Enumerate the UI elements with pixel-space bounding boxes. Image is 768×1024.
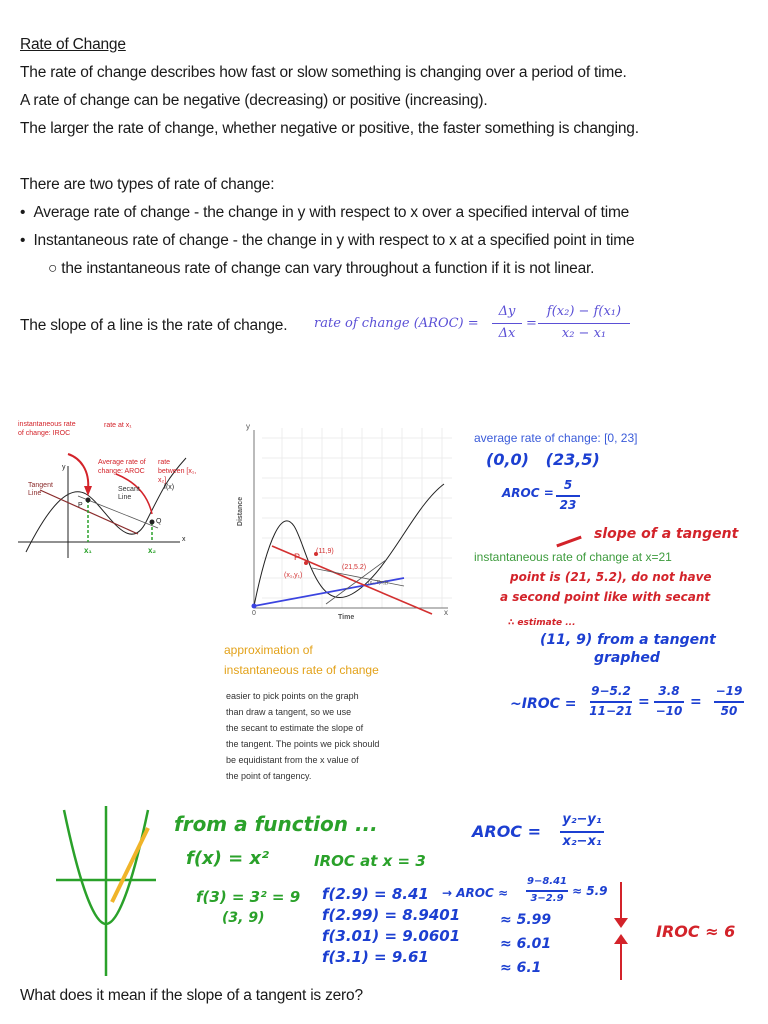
iroc-example-label: instantaneous rate of change at x=21 — [474, 550, 672, 564]
point-p-caption: P — [78, 502, 83, 509]
aroc-arrow: → AROC ≈ — [442, 886, 508, 900]
aroc-formula — [314, 304, 634, 348]
iroc-frac1-num: 9−5.2 — [591, 684, 631, 698]
closing-question: What does it mean if the slope of a tangent is zero? — [20, 987, 363, 1004]
aroc-approx-den: 3−2.9 — [530, 893, 564, 904]
iroc-frac2-num: 3.8 — [658, 684, 680, 698]
iroc-from-tangent-2: graphed — [594, 650, 660, 666]
easier-line-6: the point of tangency. — [226, 771, 312, 781]
intro-line-3: The larger the rate of change, whether negative or positive, the faster something is changing. — [20, 120, 639, 137]
graph-point-11-9: (11,9) — [316, 548, 334, 555]
graph-xlabel: Time — [338, 614, 355, 621]
graph-point-x1y1: (x₁,y₁) — [284, 572, 303, 579]
iroc-frac1-den: 11−21 — [589, 704, 633, 718]
graph-point-x0: (x₀, f(x₀)) — [368, 580, 388, 586]
iroc-frac3-bar — [714, 701, 744, 703]
graph-origin: 0 — [252, 610, 256, 617]
function-definition: f(x) = x² — [186, 848, 270, 869]
aroc-example-bar — [556, 495, 580, 497]
easier-line-1: easier to pick points on the graph — [226, 691, 359, 701]
aroc-general-num: y₂−y₁ — [562, 812, 602, 827]
aroc-general-bar — [560, 831, 604, 833]
aroc-approx-bar — [526, 890, 568, 892]
aroc-approx-num: 9−8.41 — [526, 876, 567, 887]
value-f301: f(3.01) = 9.0601 — [322, 927, 461, 945]
type-bullet-2 — [20, 227, 634, 255]
type-text-1: Average rate of change - the change in y with respect to x over a specified interval of time — [33, 204, 630, 221]
bullet-dot: • — [20, 232, 34, 249]
aroc-general-lhs: AROC = — [472, 822, 542, 841]
fx-caption: f(x) — [164, 484, 175, 491]
aroc-general-den: x₂−x₁ — [562, 834, 602, 849]
sub-bullet-text: the instantaneous rate of change can vary throughout a function if it is not linear. — [61, 260, 595, 277]
value-f299: f(2.99) = 8.9401 — [322, 906, 461, 924]
iroc-prefix: ~IROC = — [510, 696, 577, 712]
graph-x-axis-label: x — [444, 608, 448, 617]
aroc-example-den: 23 — [559, 498, 577, 512]
formula-bar-2 — [538, 323, 630, 324]
x-axis-caption: x — [182, 536, 186, 543]
distance-time-graph — [232, 418, 460, 628]
distance-time-svg — [232, 418, 460, 628]
aroc-approx-val: ≈ 5.9 — [572, 884, 608, 898]
function-f3: f(3) = 3² = 9 — [196, 888, 301, 906]
aroc-example-num: 5 — [563, 478, 573, 492]
iroc-frac2-bar — [654, 701, 684, 703]
iroc-frac3-den: 50 — [720, 704, 738, 718]
approximation-label — [224, 640, 379, 680]
iroc-frac2-den: −10 — [655, 704, 683, 718]
easier-line-2: than draw a tangent, so we use — [226, 707, 352, 717]
iroc-frac3-num: −19 — [715, 684, 743, 698]
value-f31: f(3.1) = 9.61 — [322, 948, 429, 966]
approximation-line-2: instantaneous rate of change — [224, 663, 379, 677]
intro-line-2: A rate of change can be negative (decreasing) or positive (increasing). — [20, 92, 488, 109]
formula-equals: = — [526, 316, 537, 331]
type-text-2: Instantaneous rate of change - the change in y with respect to x at a specified point in time — [33, 232, 635, 249]
iroc-point-line-1: point is (21, 5.2), do not have — [510, 570, 712, 584]
formula-num: f(x₂) − f(x₁) — [546, 304, 622, 319]
iroc-at-x3: IROC at x = 3 — [314, 852, 426, 870]
iroc-eq-1: = — [638, 694, 650, 710]
sub-bullet-circle: ○ — [48, 260, 62, 277]
iroc-estimate: ∴ estimate ... — [508, 618, 576, 628]
intro-line-1: The rate of change describes how fast or slow something is changing over a period of time. — [20, 64, 627, 81]
easier-line-4: the tangent. The points we pick should — [226, 739, 380, 749]
rate-at-caption: rate at x₁ — [104, 422, 132, 429]
iroc-result: IROC ≈ 6 — [656, 922, 736, 941]
up-arrow-head — [614, 934, 628, 944]
types-title: There are two types of rate of change: — [20, 176, 275, 193]
point-q-caption: Q — [156, 518, 162, 525]
formula-lhs: rate of change (AROC) = — [314, 316, 479, 331]
parabola-sketch — [56, 806, 166, 976]
formula-dx: Δx — [498, 326, 516, 341]
graph-point-21-52: (21,5.2) — [342, 564, 367, 571]
slope-line-text: The slope of a line is the rate of change. — [20, 317, 288, 334]
sub-bullet — [48, 255, 594, 283]
approx-599: ≈ 5.99 — [500, 912, 552, 928]
type-bullet-1 — [20, 199, 629, 227]
x1-caption: x₁ — [84, 546, 92, 555]
graph-ylabel: Distance — [237, 496, 245, 527]
formula-bar-1 — [492, 323, 522, 324]
parabola-svg — [56, 806, 166, 976]
aroc-example-label: average rate of change: [0, 23] — [474, 431, 638, 445]
iroc-point-line-2: a second point like with secant — [500, 590, 711, 604]
value-f29: f(2.9) = 8.41 — [322, 885, 429, 903]
iroc-caption: instantaneous rate of change: IROC — [18, 421, 76, 437]
function-values — [322, 884, 460, 968]
easier-line-5: be equidistant from the x value of — [226, 755, 359, 765]
aroc-caption: Average rate of change: AROC — [98, 459, 146, 475]
graph-point-p: P — [294, 552, 301, 562]
x2-caption: x₂ — [148, 546, 157, 555]
slope-of-tangent-note: slope of a tangent — [594, 526, 739, 542]
easier-line-3: the secant to estimate the slope of — [226, 723, 364, 733]
page-heading: Rate of Change — [20, 36, 126, 53]
tangent-secant-diagram — [18, 418, 198, 563]
easier-note — [226, 688, 379, 784]
approximation-line-1: approximation of — [224, 643, 313, 657]
aroc-approximations — [500, 908, 551, 980]
iroc-from-tangent-1: (11, 9) from a tangent — [540, 632, 716, 648]
function-point: (3, 9) — [222, 910, 265, 926]
aroc-example-lhs: AROC = — [502, 486, 554, 500]
approx-61: ≈ 6.1 — [500, 960, 542, 976]
up-arrow-line — [620, 940, 622, 980]
tangent-line-caption: Tangent Line — [28, 482, 53, 497]
y-axis-caption: y — [62, 464, 66, 471]
red-arrow-line — [556, 536, 581, 548]
iroc-frac1-bar — [590, 701, 632, 703]
down-arrow-head — [614, 918, 628, 928]
from-function-heading: from a function ... — [174, 812, 378, 836]
secant-line-caption: Secant Line — [118, 486, 140, 501]
approx-601: ≈ 6.01 — [500, 936, 552, 952]
graph-y-axis-label: y — [246, 422, 250, 431]
iroc-eq-2: = — [690, 694, 702, 710]
rate-between-caption: rate between [x₁, x₂] — [158, 459, 197, 484]
formula-den: x₂ − x₁ — [561, 326, 607, 341]
formula-dy: Δy — [498, 304, 516, 319]
aroc-example-points: (0,0) (23,5) — [486, 450, 600, 469]
bullet-dot: • — [20, 204, 34, 221]
